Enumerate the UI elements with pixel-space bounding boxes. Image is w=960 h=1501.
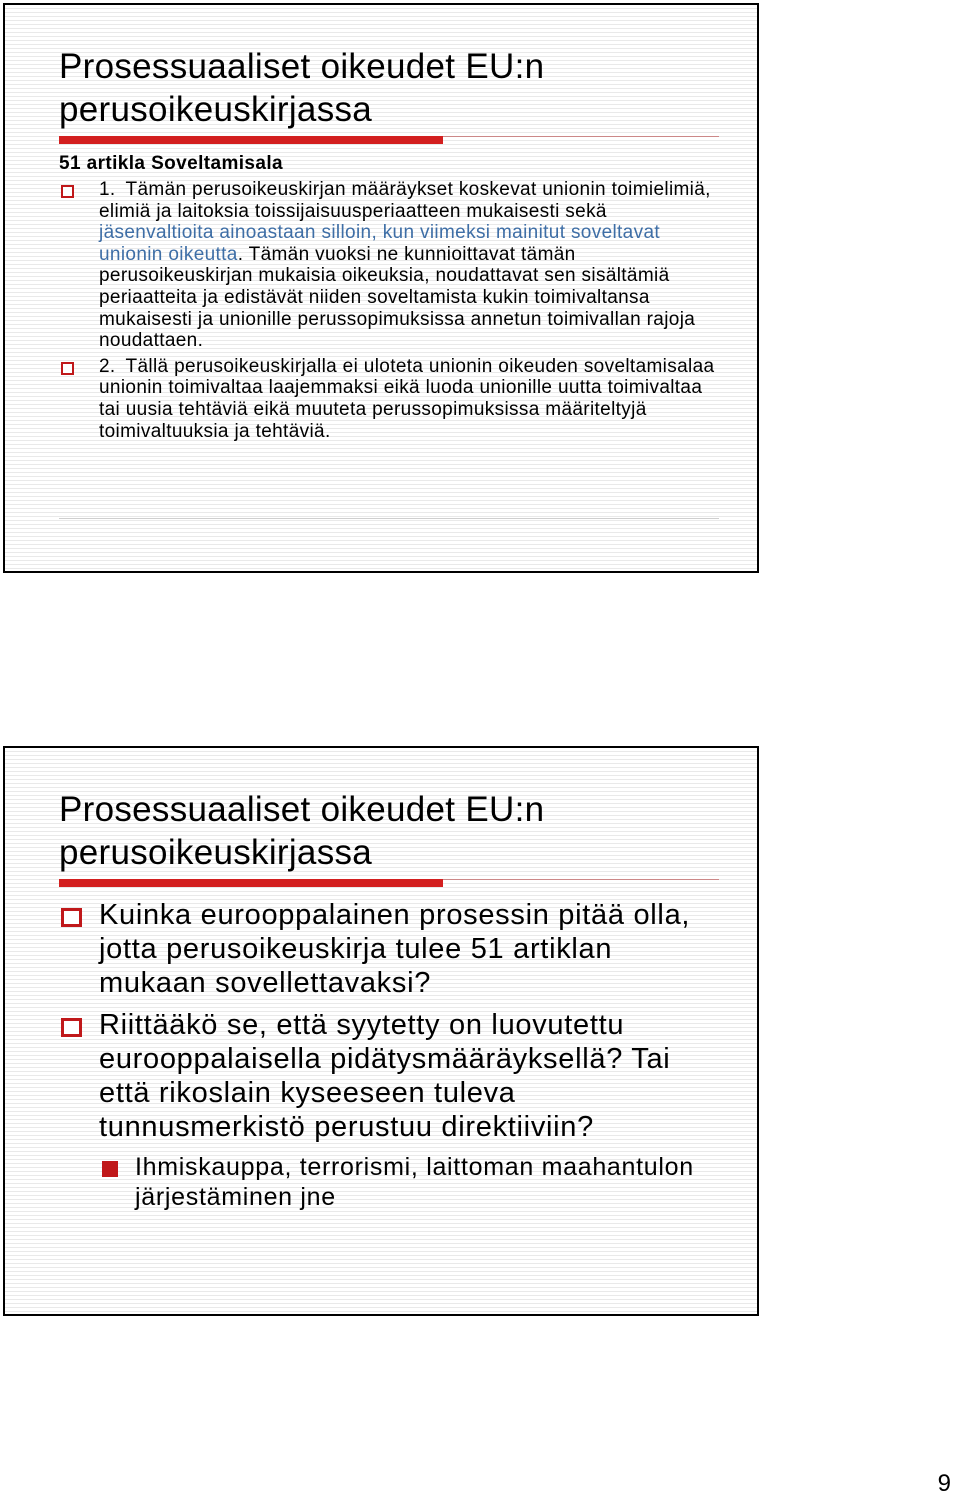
hollow-square-bullet-icon (61, 908, 82, 927)
title-underline-red (59, 879, 443, 887)
paragraph-2 (59, 356, 719, 442)
paragraph-2-number: 2. (99, 355, 116, 377)
slide-2 (3, 746, 759, 1316)
title-underline-thin (443, 879, 719, 880)
filled-square-bullet-icon (102, 1161, 118, 1177)
slide-1-title-line-2: perusoikeuskirjassa (59, 90, 373, 129)
paragraph-1 (59, 179, 719, 352)
paragraph-1-number: 1. (99, 179, 116, 200)
sub-bullet (59, 1152, 719, 1212)
slide-2-title-line-2: perusoikeuskirjassa (59, 833, 373, 872)
bullet-1 (59, 898, 719, 1000)
article-heading: 51 artikla Soveltamisala (59, 153, 284, 174)
slide-1 (3, 3, 759, 573)
paragraph-2-text: Tällä perusoikeuskirjalla ei uloteta unionin oikeuden soveltamisalaa unionin toimivaltaa laajemmaksi eikä luoda unionille uutta toimivaltaa tai uusia tehtäviä eikä muuteta perussopimuksissa määriteltyjä toimivaltuuksia ja tehtäviä. (99, 355, 715, 442)
slide-1-content (59, 153, 719, 446)
title-underline-red (59, 136, 443, 144)
slide-1-bottom-rule (59, 518, 719, 519)
paragraph-1-highlight-link[interactable]: jäsenvaltioita ainoastaan silloin, kun viimeksi mainitut soveltavat unionin oikeutta (99, 222, 660, 265)
slide-2-title (59, 788, 709, 874)
bullet-2 (59, 1008, 719, 1144)
bullet-1-text: Kuinka eurooppalainen prosessin pitää olla, jotta perusoikeuskirja tulee 51 artiklan mukaan sovellettavaksi? (99, 899, 691, 999)
sub-bullet-text: Ihmiskauppa, terrorismi, laittoman maahantulon järjestäminen jne (135, 1153, 694, 1211)
paragraph-1-text-after: . Tämän vuoksi ne kunnioittavat tämän perusoikeuskirjan mukaisia oikeuksia, noudattavat sen sisältämiä periaatteita ja edistävät niiden soveltamista kukin toimivaltansa mukaisesti ja unionille perussopimuksissa annetun toimivallan rajoja noudattaen. (99, 243, 696, 352)
slide-1-title (59, 45, 709, 131)
hollow-square-bullet-icon (61, 185, 74, 198)
slide-2-title-line-1: Prosessuaaliset oikeudet EU:n (59, 790, 545, 829)
paragraph-1-text-before: Tämän perusoikeuskirjan määräykset koskevat unionin toimielimiä, elimiä ja laitoksia toissijaisuusperiaatteen mukaisesti sekä (99, 179, 711, 222)
slide-2-content (59, 898, 719, 1212)
slide-1-title-line-1: Prosessuaaliset oikeudet EU:n (59, 47, 545, 86)
page-number: 9 (937, 1470, 951, 1497)
title-underline-thin (443, 136, 719, 137)
hollow-square-bullet-icon (61, 362, 74, 375)
hollow-square-bullet-icon (61, 1018, 82, 1037)
bullet-2-text: Riittääkö se, että syytetty on luovutettu eurooppalaisella pidätysmääräyksellä? Tai että rikoslain kyseeseen tuleva tunnusmerkistö perustuu direktiiviin? (99, 1009, 671, 1143)
